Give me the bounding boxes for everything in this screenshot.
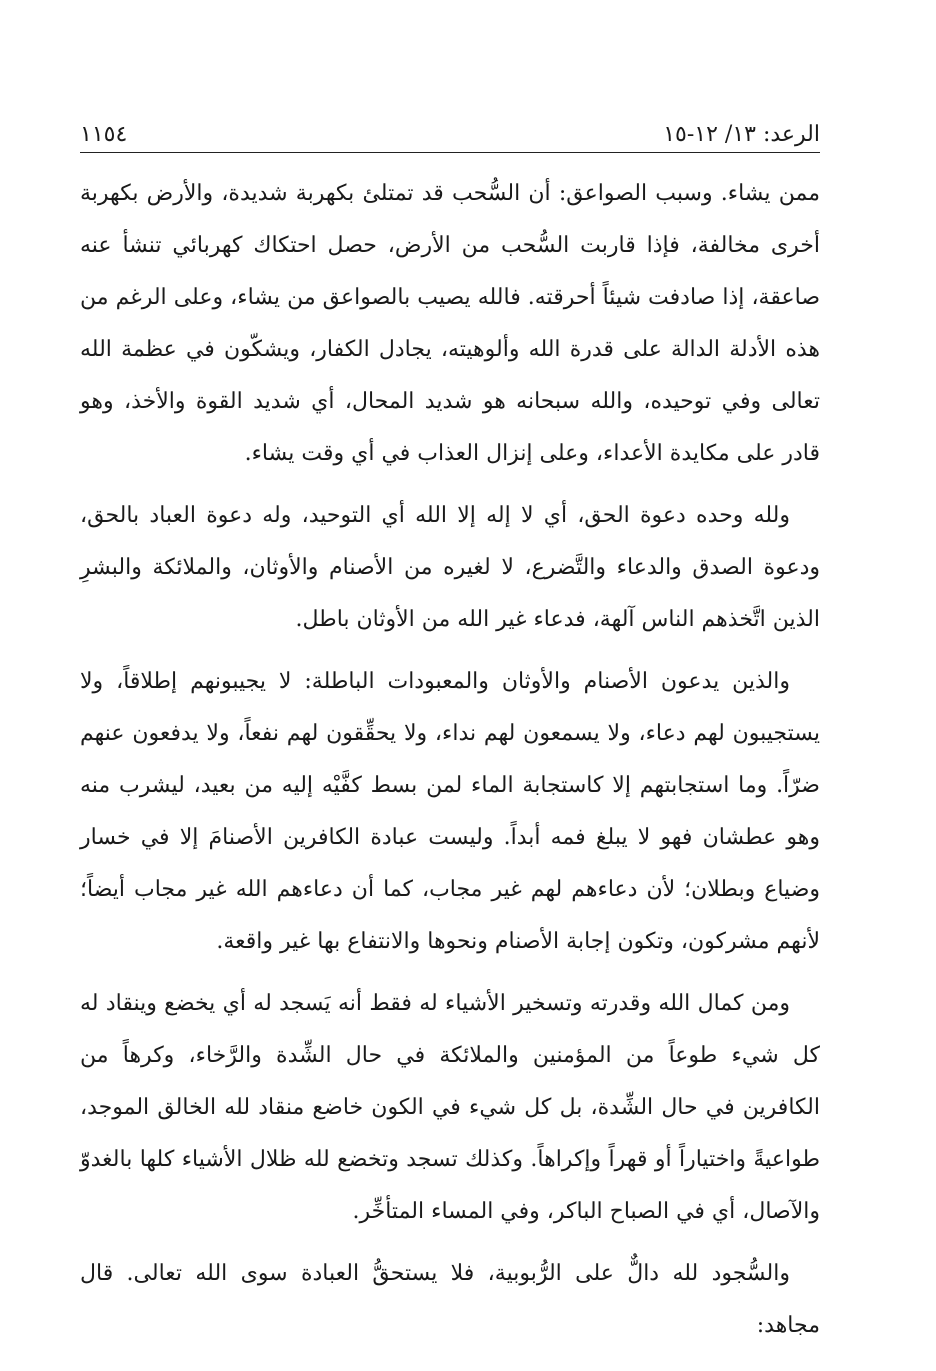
page-header [80, 110, 820, 150]
surah-reference: الرعد: ١٣/ ١٢-١٥ [663, 122, 820, 147]
header-divider [80, 152, 820, 153]
paragraph: والسُّجود لله دالٌّ على الرُّبوبية، فلا يستحقُّ العبادة سوى الله تعالى. قال مجاهد: [80, 1261, 820, 1338]
paragraph: والذين يدعون الأصنام والأوثان والمعبودات الباطلة: لا يجيبونهم إطلاقاً، ولا يستجيبون لهم دعاء، ولا يسمعون لهم نداء، ولا يحقِّقون لهم نفعاً، ولا يدفعون عنهم ضرّاً. وما استجابتهم إلا كاستجابة الماء لمن بسط كفَّيْه إليه من بعيد، ليشرب منه وهو عطشان فهو لا يبلغ فمه أبداً. وليست عبادة الكافرين الأصنامَ إلا في خسار وضياع وبطلان؛ لأن دعاءهم لهم غير مجاب، كما أن دعاءهم الله غير مجاب أيضاً؛ لأنهم مشركون، وتكون إجابة الأصنام ونحوها والانتفاع بها غير واقعة. [80, 669, 820, 954]
paragraph: ومن كمال الله وقدرته وتسخير الأشياء له فقط أنه يَسجد له أي يخضع وينقاد له كل شيء طوعاً من المؤمنين والملائكة في حال الشِّدة والرَّخاء، وكرهاً من الكافرين في حال الشِّدة، بل كل شيء في الكون خاضع منقاد لله الخالق الموجد، طواعيةً واختياراً أو قهراً وإكراهاً. وكذلك تسجد وتخضع لله ظلال الأشياء كلها بالغدوّ والآصال، أي في الصباح الباكر، وفي المساء المتأخِّر. [80, 991, 820, 1224]
paragraph: ممن يشاء. وسبب الصواعق: أن السُّحب قد تمتلئ بكهربة شديدة، والأرض بكهربة أخرى مخالفة، فإذا قاربت السُّحب من الأرض، حصل احتكاك كهربائي تنشأ عنه صاعقة، إذا صادفت شيئاً أحرقته. فالله يصيب بالصواعق من يشاء، وعلى الرغم من هذه الأدلة الدالة على قدرة الله وألوهيته، يجادل الكفار، ويشكّون في عظمة الله تعالى وفي توحيده، والله سبحانه هو شديد المحال، أي شديد القوة والأخذ، وهو قادر على مكايدة الأعداء، وعلى إنزال العذاب في أي وقت يشاء. [80, 181, 820, 466]
paragraph: ولله وحده دعوة الحق، أي لا إله إلا الله أي التوحيد، وله دعوة العباد بالحق، ودعوة الصدق والدعاء والتَّضرع، لا لغيره من الأصنام والأوثان، والملائكة والبشرِ الذين اتَّخذهم الناس آلهة، فدعاء غير الله من الأوثان باطل. [80, 503, 820, 632]
page-body [80, 168, 820, 1362]
page-number: ١١٥٤ [80, 122, 128, 147]
